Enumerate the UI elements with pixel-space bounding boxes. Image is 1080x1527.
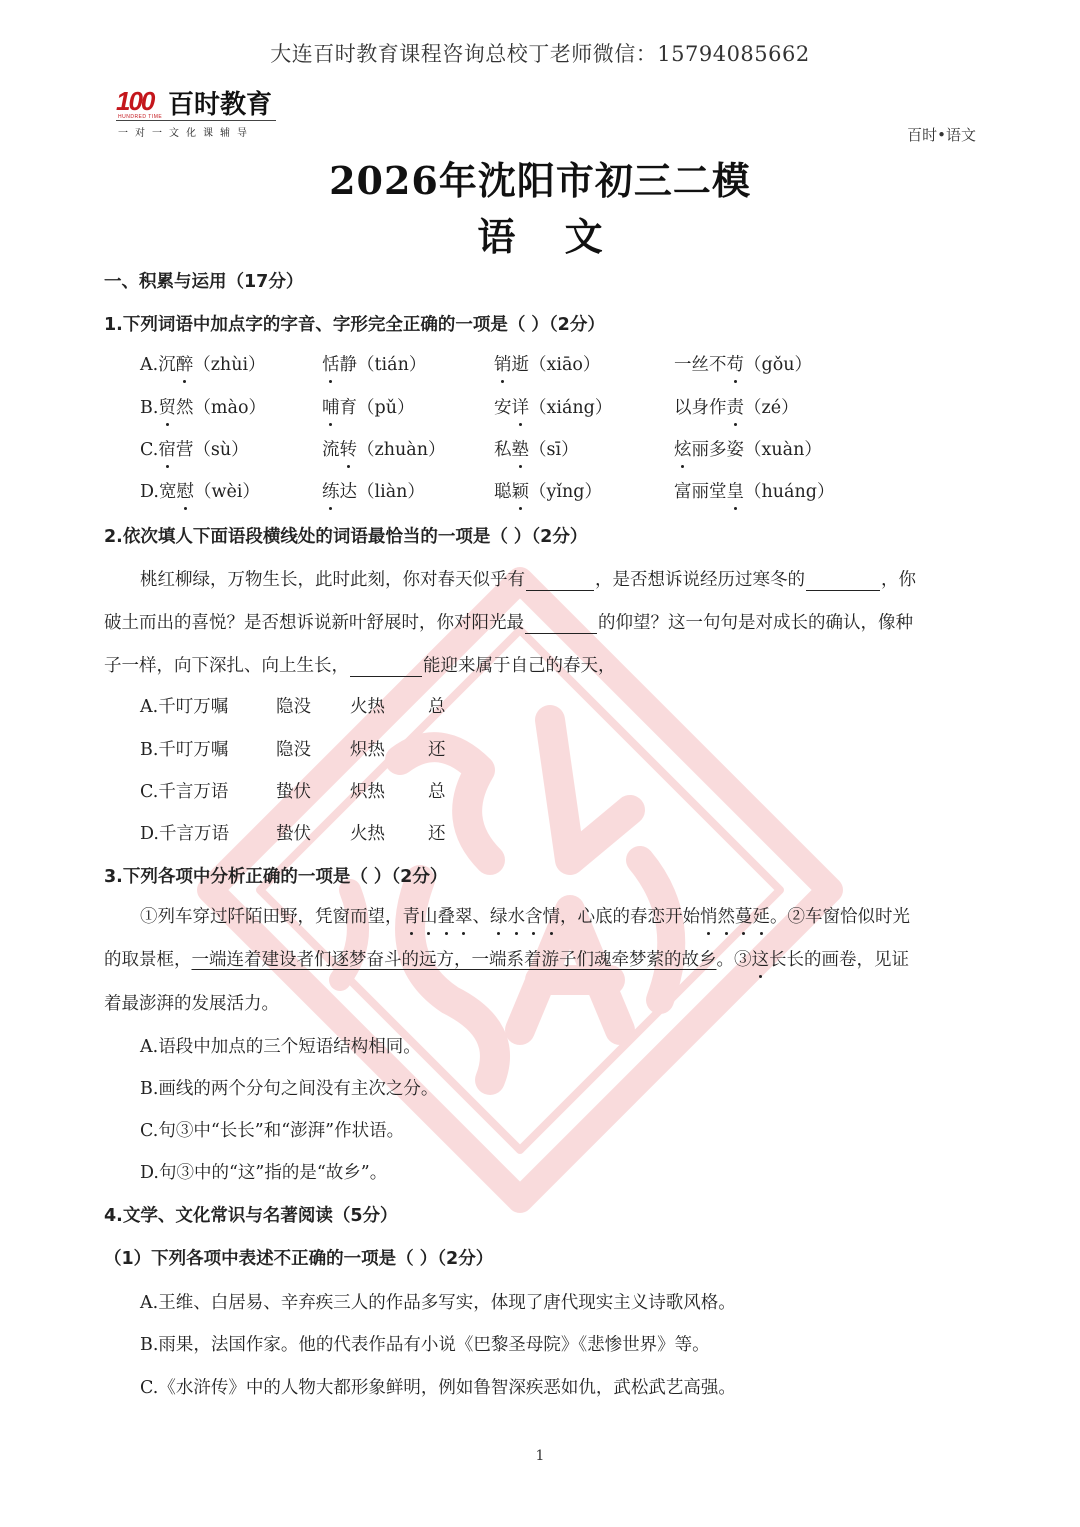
- q1-word: [140, 351, 266, 376]
- dotted-char: 炫: [674, 436, 692, 461]
- option-word: 火热: [350, 824, 385, 844]
- dotted-char: 详: [512, 394, 530, 419]
- q3-text: 、: [472, 907, 490, 927]
- option-label: D.千言万语: [140, 824, 229, 844]
- logo-slogan: 一对一文化课辅导: [118, 128, 254, 139]
- q3-text: 。②车窗恰似时光: [770, 907, 910, 927]
- pinyin: （tián）: [357, 355, 427, 375]
- q2-text: 子一样，向下深扎、向上生长，: [104, 656, 349, 676]
- dotted-char: 蔓: [735, 903, 753, 928]
- q1-word: [140, 436, 249, 461]
- dotted-char: 塾: [512, 436, 530, 461]
- logo-mark: 100: [116, 86, 154, 116]
- pinyin: （huáng）: [744, 482, 835, 502]
- q2-passage-line-3: [104, 652, 616, 677]
- word-text: 聪: [494, 482, 512, 502]
- word-text: 静: [339, 355, 357, 375]
- q1-word: [494, 351, 600, 376]
- subject-label: 百时•语文: [907, 126, 976, 144]
- word-text: 达: [339, 482, 357, 502]
- word-text: 富丽堂: [674, 482, 727, 502]
- q2-text: 破土而出的喜悦？是否想诉说新叶舒展时，你对阳光最: [104, 613, 524, 633]
- pinyin: （zhuàn）: [357, 440, 446, 460]
- pinyin: （xuàn）: [744, 440, 822, 460]
- dotted-char: 绿: [490, 903, 508, 928]
- option-word: 总: [428, 782, 446, 802]
- dotted-char: 悄: [700, 903, 718, 928]
- option-word: 总: [428, 697, 446, 717]
- fill-blank: [525, 615, 597, 634]
- dotted-char: 哺: [322, 394, 340, 419]
- q2-text: 桃红柳绿，万物生长，此时此刻，你对春天似乎有: [140, 570, 525, 590]
- q2-stem: 2.依次填人下面语段横线处的词语最恰当的一项是（ ）（2分）: [104, 527, 588, 547]
- dotted-char: 延: [753, 903, 771, 928]
- dotted-char: 醉: [176, 351, 194, 376]
- q3-text: 。③: [716, 950, 752, 970]
- page-number: 1: [535, 1448, 545, 1464]
- contact-banner: 大连百时教育课程咨询总校丁老师微信：15794085662: [270, 42, 810, 66]
- word-text: 丽多姿: [691, 440, 744, 460]
- q1-stem: 1.下列词语中加点字的字音、字形完全正确的一项是（ ）（2分）: [104, 315, 605, 335]
- option-word: 火热: [350, 697, 385, 717]
- dotted-char: 苟: [727, 351, 745, 376]
- option-word: 还: [428, 740, 446, 760]
- option-label: B.千叮万嘱: [140, 740, 229, 760]
- q1-word: [494, 478, 602, 503]
- option-word: 还: [428, 824, 446, 844]
- dotted-char: 贸: [158, 394, 176, 419]
- option-word: 炽热: [350, 782, 385, 802]
- q3-stem: 3.下列各项中分析正确的一项是（ ）（2分）: [104, 867, 448, 887]
- pinyin: （xiáng）: [529, 398, 613, 418]
- underlined-clause: 一端连着建设者们逐梦奋斗的远方，一端系着游子们魂牵梦萦的故乡: [191, 950, 717, 970]
- dotted-char: 翠: [455, 903, 473, 928]
- q1-word: [674, 394, 799, 419]
- q4-stem: 4.文学、文化常识与名著阅读（5分）: [104, 1206, 398, 1226]
- option-word: 蛰伏: [276, 782, 311, 802]
- dotted-char: 情: [543, 903, 561, 928]
- q4-option: B.雨果，法国作家。他的代表作品有小说《巴黎圣母院》《悲惨世界》等。: [140, 1335, 710, 1355]
- q1-word: [322, 351, 426, 376]
- pinyin: （xiāo）: [529, 355, 601, 375]
- word-text: 育: [339, 398, 357, 418]
- word-text: 流: [322, 440, 340, 460]
- dotted-char: 皇: [727, 478, 745, 503]
- option-label: C.: [140, 440, 159, 460]
- pinyin: （zhùi）: [193, 355, 266, 375]
- q2-text: ，你: [881, 570, 916, 590]
- section-heading: 一、积累与运用（17分）: [104, 272, 304, 292]
- q2-passage-line-2: [104, 609, 913, 634]
- q3-passage-line-3: 着最澎湃的发展活力。: [104, 994, 279, 1014]
- word-text: 逝: [511, 355, 529, 375]
- q1-word: [322, 478, 425, 503]
- q1-word: [674, 478, 834, 503]
- word-text: 营: [175, 440, 194, 460]
- option-label: A.: [140, 355, 159, 375]
- q1-word: [494, 436, 579, 461]
- dotted-char: 山: [420, 903, 438, 928]
- q3-text: ①列车穿过阡陌田野，凭窗而望，: [140, 907, 403, 927]
- word-text: 然: [175, 398, 194, 418]
- word-text: 私: [494, 440, 512, 460]
- fill-blank: [806, 572, 880, 591]
- pinyin: （wèi）: [193, 482, 260, 502]
- option-word: 蛰伏: [276, 824, 311, 844]
- dotted-char: 转: [340, 436, 358, 461]
- dotted-phrase: [403, 907, 473, 927]
- q3-option: D.句③中的“这”指的是“故乡”。: [140, 1163, 388, 1183]
- option-label: C.千言万语: [140, 782, 229, 802]
- q3-text: 长长的画卷，见证: [769, 950, 909, 970]
- dotted-char: 销: [494, 351, 512, 376]
- dotted-phrase: [752, 950, 770, 970]
- word-text: 一丝不: [674, 355, 727, 375]
- word-text: 沉: [158, 355, 176, 375]
- option-label: A.千叮万嘱: [140, 697, 229, 717]
- dotted-char: 水: [508, 903, 526, 928]
- dotted-char: 颖: [512, 478, 530, 503]
- dotted-char: 然: [718, 903, 736, 928]
- q1-word: [674, 436, 822, 461]
- subject-title: 语 文: [477, 214, 621, 259]
- option-label: D.: [140, 482, 159, 502]
- q1-word: [322, 436, 445, 461]
- exam-title: 2026年沈阳市初三二模: [329, 158, 751, 203]
- word-text: 安: [494, 398, 512, 418]
- fill-blank: [526, 572, 594, 591]
- q4-option: C.《水浒传》中的人物大都形象鲜明，例如鲁智深疾恶如仇，武松武艺高强。: [140, 1378, 736, 1398]
- q1-word: [140, 478, 260, 503]
- logo-text: 百时教育: [168, 90, 273, 120]
- dotted-char: 练: [322, 478, 340, 503]
- q1-word: [322, 394, 414, 419]
- dotted-char: 叠: [438, 903, 456, 928]
- q1-word: [674, 351, 812, 376]
- dotted-char: 慰: [176, 478, 194, 503]
- dotted-char: 责: [727, 394, 745, 419]
- option-word: 隐没: [276, 740, 311, 760]
- q3-passage-line-1: [140, 903, 910, 928]
- dotted-char: 恬: [322, 351, 340, 376]
- logo-divider: [116, 120, 276, 121]
- q3-passage-line-2: [104, 946, 909, 971]
- q3-option: A.语段中加点的三个短语结构相同。: [140, 1037, 421, 1057]
- q3-option: C.句③中“长长”和“澎湃”作状语。: [140, 1121, 405, 1141]
- pinyin: （yǐng）: [529, 482, 602, 502]
- dotted-phrase: [700, 907, 770, 927]
- logo-mark-sub: HUNDRED TIME: [118, 114, 163, 120]
- q2-text: ，是否想诉说经历过寒冬的: [595, 570, 805, 590]
- q3-text: 的取景框，: [104, 950, 192, 970]
- pinyin: （sī）: [529, 440, 579, 460]
- q3-option: B.画线的两个分句之间没有主次之分。: [140, 1079, 439, 1099]
- dotted-char: 这: [752, 946, 770, 971]
- option-label: B.: [140, 398, 159, 418]
- dotted-char: 宿: [158, 436, 176, 461]
- pinyin: （gǒu）: [744, 355, 813, 375]
- pinyin: （zé）: [744, 398, 799, 418]
- pinyin: （mào）: [193, 398, 267, 418]
- q2-text: 的仰望？这一句句是对成长的确认，像种: [598, 613, 913, 633]
- option-word: 隐没: [276, 697, 311, 717]
- q3-text: ，心底的春恋开始: [560, 907, 700, 927]
- q1-word: [494, 394, 612, 419]
- q1-word: [140, 394, 266, 419]
- q4-sub-stem: （1）下列各项中表述不正确的一项是（ ）（2分）: [104, 1249, 494, 1269]
- brand-logo: [116, 84, 286, 139]
- pinyin: （sù）: [193, 440, 249, 460]
- q2-text: 能迎来属于自己的春天，: [423, 656, 616, 676]
- dotted-char: 青: [403, 903, 421, 928]
- pinyin: （pǔ）: [357, 398, 415, 418]
- option-word: 炽热: [350, 740, 385, 760]
- pinyin: （liàn）: [357, 482, 425, 502]
- word-text: 宽: [158, 482, 177, 502]
- dotted-char: 含: [525, 903, 543, 928]
- dotted-phrase: [490, 907, 560, 927]
- q2-passage-line-1: [140, 566, 916, 591]
- fill-blank: [350, 658, 422, 677]
- word-text: 以身作: [674, 398, 727, 418]
- q4-option: A.王维、白居易、辛弃疾三人的作品多写实，体现了唐代现实主义诗歌风格。: [140, 1293, 736, 1313]
